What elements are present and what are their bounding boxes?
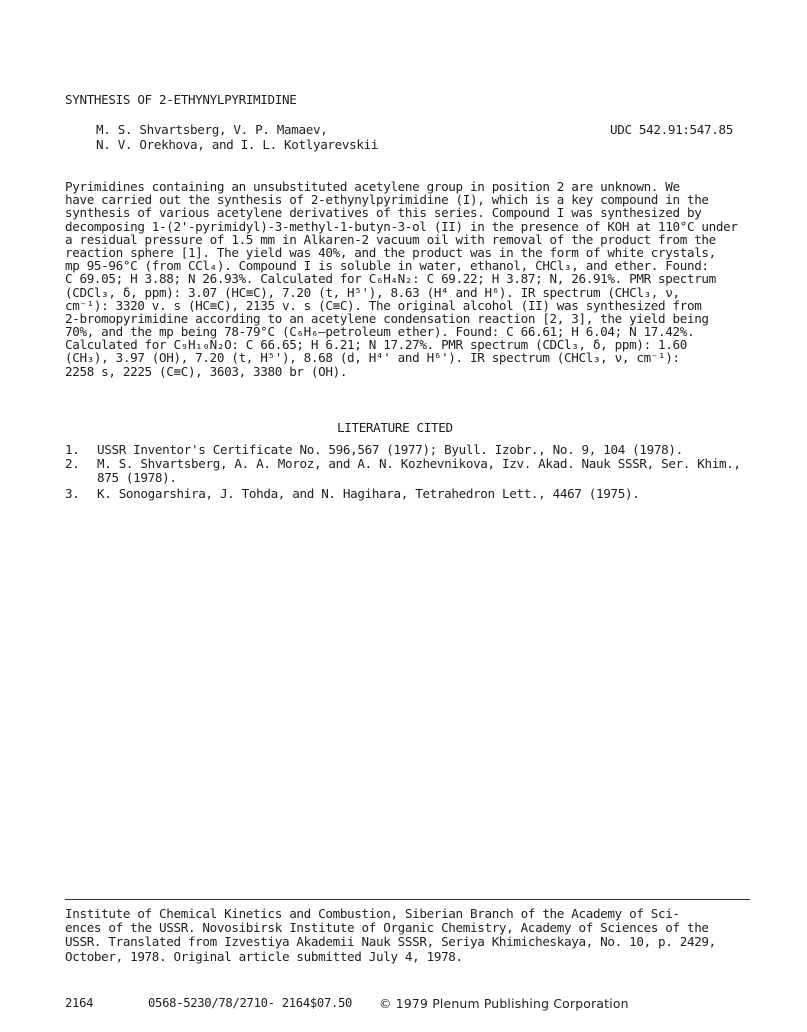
copyright-notice: © 1979 Plenum Publishing Corporation <box>379 996 629 1011</box>
footnote-line: ences of the USSR. Novosibirsk Institute of Organic Chemistry, Academy of Sciences of the <box>65 920 709 936</box>
body-line: decomposing 1-(2'-pyrimidyl)-3-methyl-1-butyn-3-ol (II) in the presence of KOH at 110°C under <box>65 218 738 234</box>
article-title: SYNTHESIS OF 2-ETHYNYLPYRIMIDINE <box>65 92 297 107</box>
reference-text: 875 (1978). <box>97 470 177 485</box>
body-line: mp 95-96°C (from CCl₄). Compound I is soluble in water, ethanol, CHCl₃, and ether. Found: <box>65 258 709 274</box>
body-line: Pyrimidines containing an unsubstituted acetylene group in position 2 are unknown. We <box>65 179 680 194</box>
body-line: reaction sphere [1]. The yield was 40%, and the product was in the form of white crystals, <box>65 244 716 260</box>
article-code: 0568-5230/78/2710- 2164$07.50 <box>148 996 353 1010</box>
literature-heading: LITERATURE CITED <box>337 420 453 435</box>
footnote <box>65 907 755 964</box>
footnote-line: USSR. Translated from Izvestiya Akademii Nauk SSSR, Seriya Khimicheskaya, No. 10, p. 2429, <box>65 934 716 950</box>
body-line: 2-bromopyrimidine according to an acetylene condensation reaction [2, 3], the yield being <box>65 310 709 326</box>
footnote-line: Institute of Chemical Kinetics and Combustion, Siberian Branch of the Academy of Sci- <box>65 906 680 921</box>
body-line: cm⁻¹): 3320 v. s (HC≡C), 2135 v. s (C≡C). The original alcohol (II) was synthesized from <box>65 297 702 313</box>
footnote-line: October, 1978. Original article submitted July 4, 1978. <box>65 948 463 964</box>
body-line: 2258 s, 2225 (C≡C), 3603, 3380 br (OH). <box>65 363 348 379</box>
reference-number: 1. <box>65 442 80 457</box>
body-line: 70%, and the mp being 78-79°C (C₆H₆—petroleum ether). Found: C 66.61; H 6.04; N 17.42%. <box>65 324 695 340</box>
body-text <box>65 180 760 378</box>
reference-text: K. Sonogarshira, J. Tohda, and N. Hagihara, Tetrahedron Lett., 4467 (1975). <box>97 486 640 501</box>
page-number: 2164 <box>65 996 94 1010</box>
body-line: Calculated for C₉H₁₀N₂O: C 66.65; H 6.21; N 17.27%. PMR spectrum (CDCl₃, δ, ppm): 1.60 <box>65 337 687 353</box>
body-line: synthesis of various acetylene derivatives of this series. Compound I was synthesized by <box>65 205 702 221</box>
reference-text: USSR Inventor's Certificate No. 596,567 (1977); Byull. Izobr., No. 9, 104 (1978). <box>97 442 683 457</box>
body-line: (CH₃), 3.97 (OH), 7.20 (t, H⁵'), 8.68 (d, H⁴' and H⁶'). IR spectrum (CHCl₃, ν, cm⁻¹): <box>65 350 680 366</box>
author-line-1: M. S. Shvartsberg, V. P. Mamaev, <box>96 122 328 137</box>
author-line-2: N. V. Orekhova, and I. L. Kotlyarevskii <box>96 137 379 152</box>
body-line: C 69.05; H 3.88; N 26.93%. Calculated for C₆H₄N₂: C 69.22; H 3.87; N, 26.91%. PMR spectrum <box>65 271 716 287</box>
udc-code: UDC 542.91:547.85 <box>610 122 733 137</box>
reference-number: 2. <box>65 456 80 471</box>
footnote-rule <box>65 899 750 900</box>
body-line: (CDCl₃, δ, ppm): 3.07 (HC≡C), 7.20 (t, H⁵'), 8.63 (H⁴ and H⁶). IR spectrum (CHCl₃, ν, <box>65 284 680 300</box>
reference-text: M. S. Shvartsberg, A. A. Moroz, and A. N. Kozhevnikova, Izv. Akad. Nauk SSSR, Ser. Khim., <box>97 456 741 471</box>
body-line: a residual pressure of 1.5 mm in Alkaren-2 vacuum oil with removal of the product from the <box>65 231 716 247</box>
reference-number: 3. <box>65 486 80 501</box>
body-line: have carried out the synthesis of 2-ethynylpyrimidine (I), which is a key compound in the <box>65 192 709 208</box>
